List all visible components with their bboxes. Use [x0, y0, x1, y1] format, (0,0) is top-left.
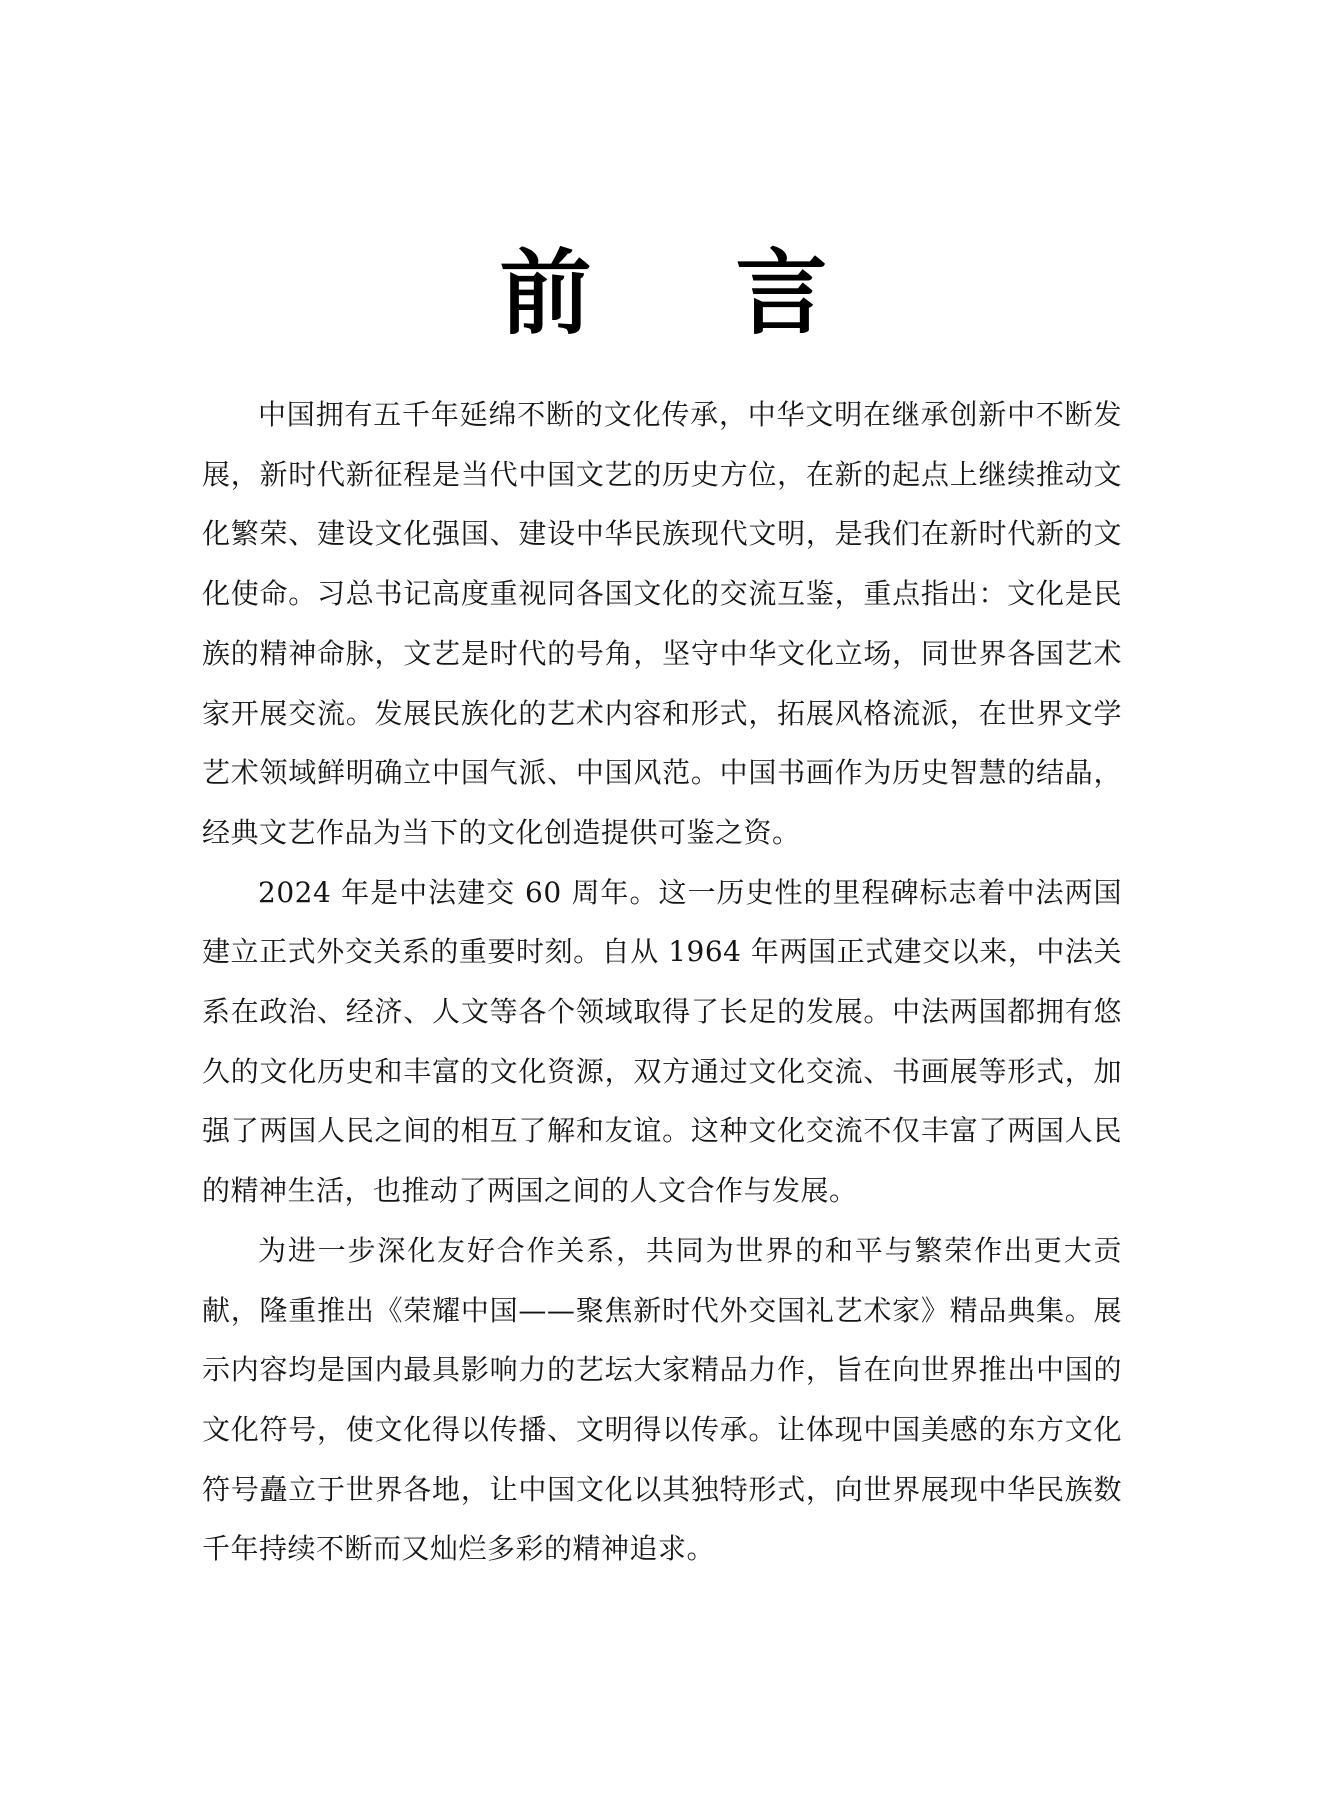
paragraph-3: 为进一步深化友好合作关系，共同为世界的和平与繁荣作出更大贡献，隆重推出《荣耀中国——聚焦新时代外交国礼艺术家》精品典集。展示内容均是国内最具影响力的艺坛大家精品力作，旨在向世界推出中国的文化符号，使文化得以传播、文明得以传承。让体现中国美感的东方文化符号矗立于世界各地，让中国文化以其独特形式，向世界展现中华民族数千年持续不断而又灿烂多彩的精神追求。 [202, 1233, 1122, 1566]
body-text [202, 385, 1122, 1579]
page-title: 前 言 [499, 240, 884, 347]
paragraph-1: 中国拥有五千年延绵不断的文化传承，中华文明在继承创新中不断发展，新时代新征程是当代中国文艺的历史方位，在新的起点上继续推动文化繁荣、建设文化强国、建设中华民族现代文明，是我们在新时代新的文化使命。习总书记高度重视同各国文化的交流互鉴，重点指出：文化是民族的精神命脉，文艺是时代的号角，坚守中华文化立场，同世界各国艺术家开展交流。发展民族化的艺术内容和形式，拓展风格流派，在世界文学艺术领域鲜明确立中国气派、中国风范。中国书画作为历史智慧的结晶，经典文艺作品为当下的文化创造提供可鉴之资。 [202, 398, 1122, 849]
paragraph-2: 2024 年是中法建交 60 周年。这一历史性的里程碑标志着中法两国建立正式外交关系的重要时刻。自从 1964 年两国正式建交以来，中法关系在政治、经济、人文等各个领域取得了长足的发展。中法两国都拥有悠久的文化历史和丰富的文化资源，双方通过文化交流、书画展等形式，加强了两国人民之间的相互了解和友谊。这种文化交流不仅丰富了两国人民的精神生活，也推动了两国之间的人文合作与发展。 [202, 875, 1122, 1208]
